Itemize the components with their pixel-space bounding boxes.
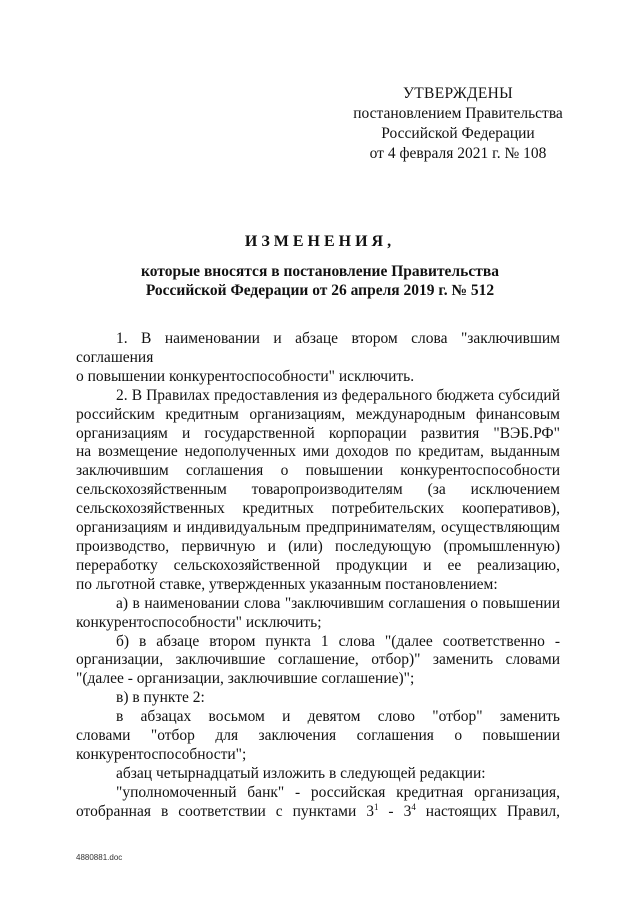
approval-stamp: [330, 84, 586, 164]
document-body: [76, 330, 560, 822]
text-line: организациям и государственной корпорации развития "ВЭБ.РФ": [76, 424, 560, 442]
text-line: о повышении конкурентоспособности" исключить.: [76, 367, 415, 385]
text-line: организациям и индивидуальным предпринимателям, осуществляющим: [76, 519, 560, 537]
text-line: а) в наименовании слова "заключившим соглашения о повышении: [116, 594, 560, 612]
text-fragment: отобранная в соответствии с пунктами 3: [76, 802, 374, 820]
text-line: 2. В Правилах предоставления из федерального бюджета субсидий: [116, 386, 560, 404]
text-line-with-superscripts: [76, 803, 560, 822]
file-code: 4880881.doc: [76, 853, 123, 862]
text-line: переработку сельскохозяйственной продукции и ее реализацию,: [76, 556, 560, 574]
text-line: производство, первичную и (или) последующую (промышленную): [76, 537, 560, 555]
text-line: конкурентоспособности";: [76, 745, 247, 763]
text-line: в абзацах восьмом и девятом слово "отбор" заменить: [116, 708, 560, 726]
text-line: в) в пункте 2:: [116, 689, 205, 707]
text-fragment: - 3: [378, 802, 412, 820]
text-line: сельскохозяйственным товаропроизводителям (за исключением: [76, 481, 560, 499]
approval-heading: УТВЕРЖДЕНЫ: [403, 85, 513, 102]
text-line: сельскохозяйственных кредитных потребительских кооперативов),: [76, 500, 560, 518]
text-line: б) в абзаце втором пункта 1 слова "(далее соответственно -: [116, 632, 560, 650]
subtitle-line-2: Российской Федерации от 26 апреля 2019 г. № 512: [145, 282, 495, 299]
text-line: российским кредитным организациям, международным финансовым: [76, 405, 560, 423]
text-line: на возмещение недополученных ими доходов по кредитам, выданным: [76, 443, 560, 461]
document-subtitle: [100, 262, 540, 300]
text-line: "(далее - организации, заключившие соглашение)";: [76, 670, 415, 688]
text-line: "уполномоченный банк" - российская кредитная организация,: [116, 783, 560, 801]
superscript: 1: [373, 801, 379, 812]
approval-line-2: Российской Федерации: [381, 125, 535, 142]
text-line: организации, заключившие соглашение, отбор)" заменить словами: [76, 651, 560, 669]
text-line: 1. В наименовании и абзаце втором слова "заключившим соглашения: [76, 330, 560, 366]
superscript: 4: [411, 801, 416, 812]
approval-line-1: постановлением Правительства: [353, 105, 563, 122]
text-line: по льготной ставке, утвержденных указанным постановлением:: [76, 575, 498, 593]
text-line: заключившим соглашения о повышении конкурентоспособности: [76, 462, 560, 480]
text-line: словами "отбор для заключения соглашения о повышении: [76, 727, 560, 745]
text-line: конкурентоспособности" исключить;: [76, 613, 322, 631]
approval-line-3: от 4 февраля 2021 г. № 108: [369, 145, 547, 162]
subtitle-line-1: которые вносятся в постановление Правительства: [141, 263, 499, 280]
text-line: абзац четырнадцатый изложить в следующей редакции:: [116, 764, 486, 782]
document-title: ИЗМЕНЕНИЯ,: [244, 233, 396, 250]
text-fragment: настоящих Правил,: [415, 802, 560, 820]
